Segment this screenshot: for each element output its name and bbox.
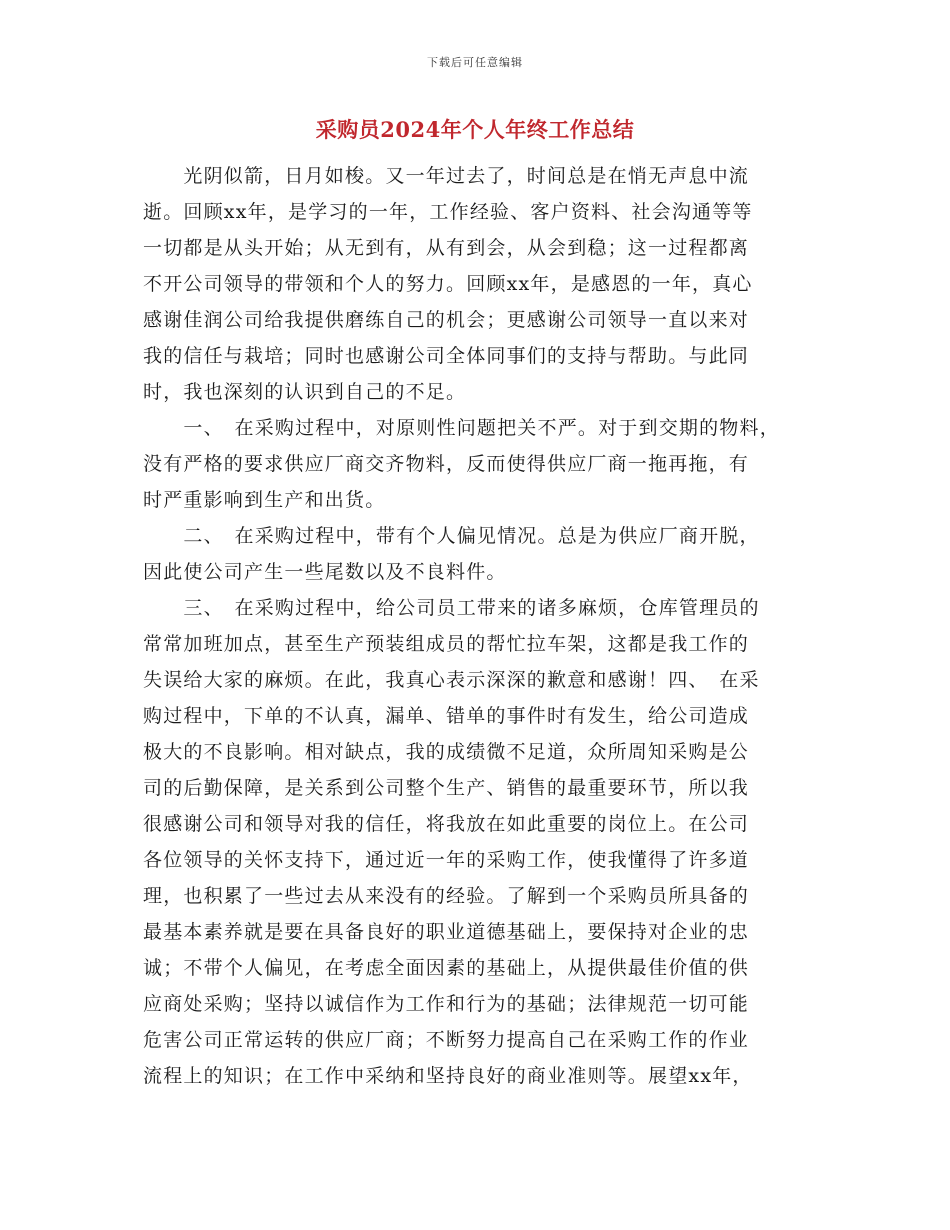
document-body	[143, 158, 815, 1094]
body-line: 理，也积累了一些过去从来没有的经验。了解到一个采购员所具备的	[143, 885, 750, 907]
body-line: 逝。回顾xx年，是学习的一年，工作经验、客户资料、社会沟通等等	[143, 201, 753, 223]
body-line: 诚；不带个人偏见，在考虑全面因素的基础上，从提供最佳价值的供	[143, 957, 750, 979]
body-line: 购过程中，下单的不认真，漏单、错单的事件时有发生，给公司造成	[143, 705, 750, 727]
body-line: 时严重影响到生产和出货。	[143, 489, 386, 511]
body-line: 最基本素养就是要在具备良好的职业道德基础上，要保持对企业的忠	[143, 921, 750, 943]
body-line: 危害公司正常运转的供应厂商；不断努力提高自己在采购工作的作业	[143, 1029, 750, 1051]
body-line: 因此使公司产生一些尾数以及不良料件。	[143, 561, 507, 583]
body-line: 没有严格的要求供应厂商交齐物料，反而使得供应厂商一拖再拖，有	[143, 453, 750, 475]
body-line: 光阴似箭，日月如梭。又一年过去了，时间总是在悄无声息中流	[143, 165, 750, 187]
body-line: 二、 在采购过程中，带有个人偏见情况。总是为供应厂商开脱，	[143, 525, 760, 547]
body-line: 失误给大家的麻烦。在此，我真心表示深深的歉意和感谢！四、 在采	[143, 669, 760, 691]
body-line: 常常加班加点，甚至生产预装组成员的帮忙拉车架，这都是我工作的	[143, 633, 750, 655]
header-note: 下载后可任意编辑	[427, 56, 523, 69]
body-line: 一、 在采购过程中，对原则性问题把关不严。对于到交期的物料，	[143, 417, 780, 439]
body-line: 各位领导的关怀支持下，通过近一年的采购工作，使我懂得了许多道	[143, 849, 750, 871]
body-line: 极大的不良影响。相对缺点，我的成绩微不足道，众所周知采购是公	[143, 741, 750, 763]
body-line: 流程上的知识；在工作中采纳和坚持良好的商业准则等。展望xx年，	[143, 1065, 753, 1087]
body-line: 感谢佳润公司给我提供磨练自己的机会；更感谢公司领导一直以来对	[143, 309, 750, 331]
body-line: 时，我也深刻的认识到自己的不足。	[143, 381, 467, 403]
body-line: 不开公司领导的带领和个人的努力。回顾xx年，是感恩的一年，真心	[143, 273, 753, 295]
body-line: 三、 在采购过程中，给公司员工带来的诸多麻烦，仓库管理员的	[143, 597, 760, 619]
body-line: 司的后勤保障，是关系到公司整个生产、销售的最重要环节，所以我	[143, 777, 750, 799]
body-line: 应商处采购；坚持以诚信作为工作和行为的基础；法律规范一切可能	[143, 993, 750, 1015]
body-line: 一切都是从头开始；从无到有，从有到会，从会到稳；这一过程都离	[143, 237, 750, 259]
document-title: 采购员2024年个人年终工作总结	[315, 117, 635, 142]
body-line: 很感谢公司和领导对我的信任，将我放在如此重要的岗位上。在公司	[143, 813, 750, 835]
body-line: 我的信任与栽培；同时也感谢公司全体同事们的支持与帮助。与此同	[143, 345, 750, 367]
